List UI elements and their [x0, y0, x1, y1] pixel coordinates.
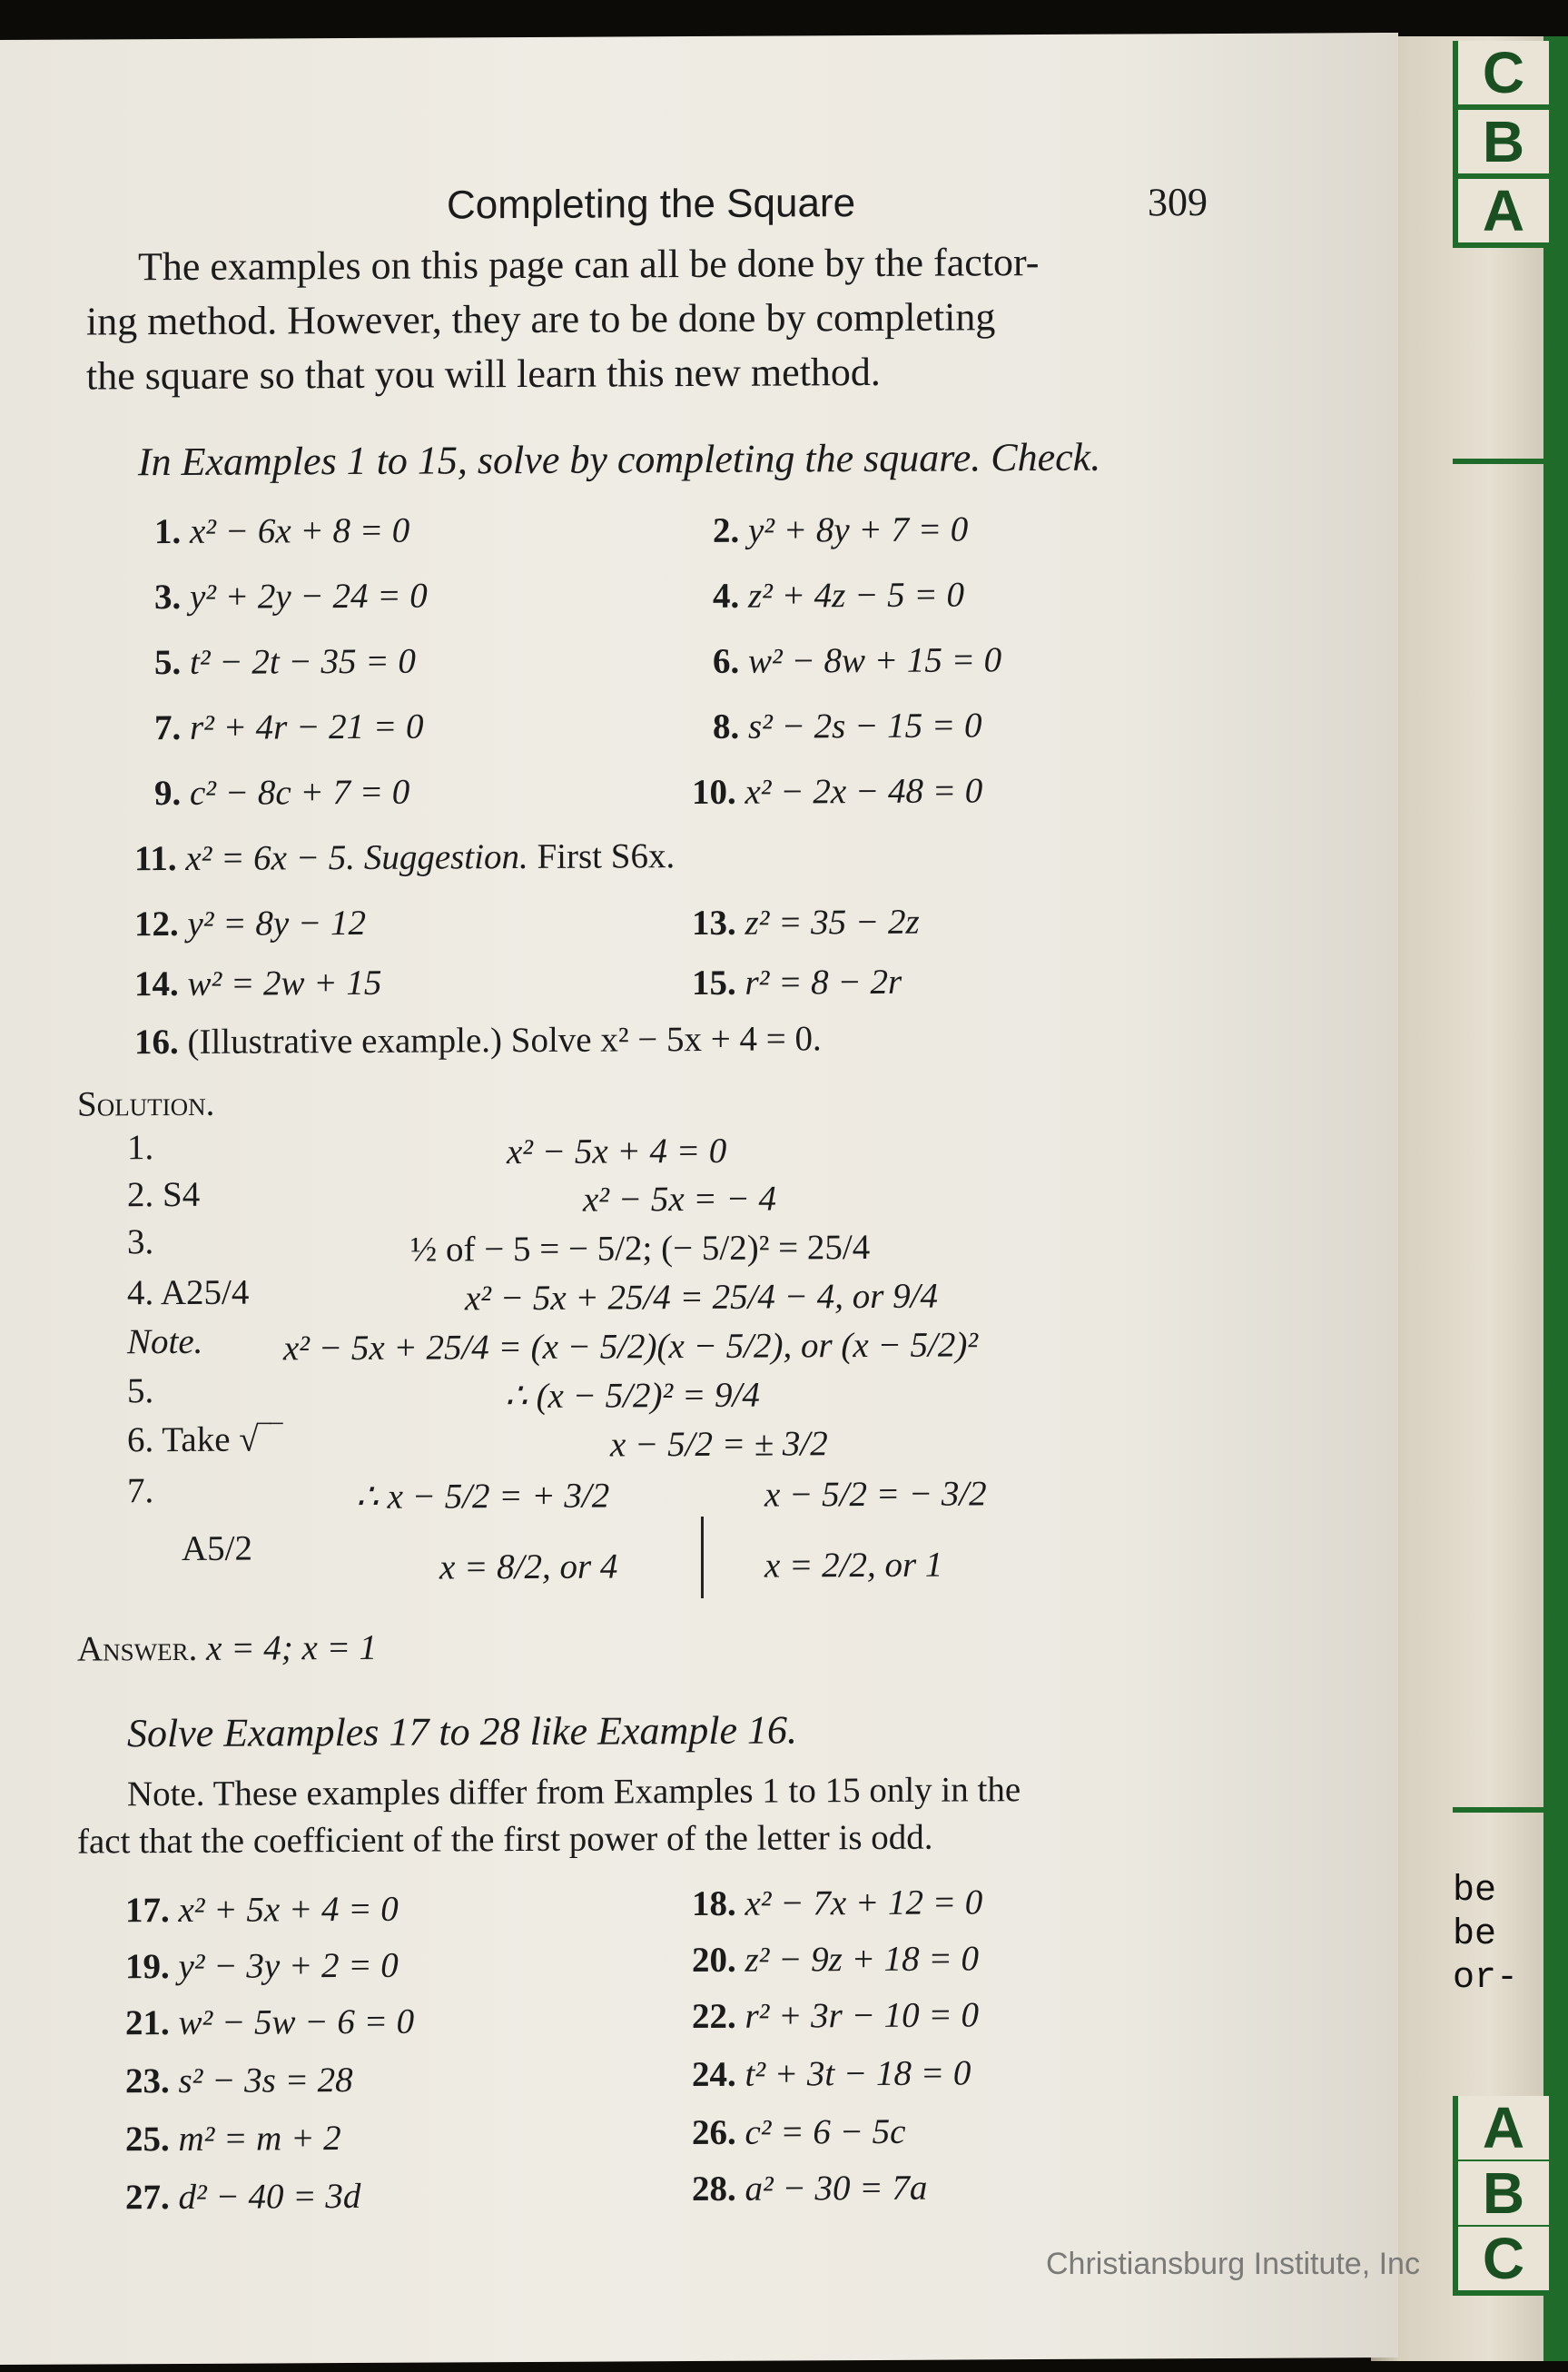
example-26: 26. c² = 6 − 5c — [692, 2111, 906, 2153]
tab-b-top[interactable]: B — [1453, 110, 1549, 179]
note-2-line-2: fact that the coefficient of the first power of the letter is odd. — [77, 1817, 933, 1862]
page-number: 309 — [1148, 180, 1208, 225]
example-22: 22. r² + 3r − 10 = 0 — [692, 1995, 979, 2037]
solution-heading: Solution. — [77, 1083, 215, 1124]
example-5: 5. t² − 2t − 35 = 0 — [154, 641, 416, 683]
example-2: 2. y² + 8y + 7 = 0 — [713, 509, 969, 550]
book-edge — [1371, 36, 1568, 2361]
example-23: 23. s² − 3s = 28 — [125, 2060, 353, 2101]
solution-note-label: Note. — [127, 1321, 203, 1362]
solution-step-8-label: A5/2 — [182, 1528, 252, 1568]
tab-c-bottom[interactable]: C — [1453, 2227, 1549, 2296]
solution-step-2-math: x² − 5x = − 4 — [583, 1179, 777, 1220]
book-page — [0, 33, 1398, 2365]
solution-step-3-label: 3. — [127, 1222, 154, 1262]
example-1: 1. x² − 6x + 8 = 0 — [154, 510, 410, 552]
tab-b-bottom[interactable]: B — [1453, 2161, 1549, 2230]
example-19: 19. y² − 3y + 2 = 0 — [125, 1945, 399, 1987]
solution-step-1-label: 1. — [127, 1128, 154, 1168]
solution-step-3-math: ½ of − 5 = − 5/2; (− 5/2)² = 25/4 — [410, 1228, 871, 1270]
solution-step-6-label: 6. Take √‾‾ — [127, 1419, 282, 1460]
solution-note-math: x² − 5x + 25/4 = (x − 5/2)(x − 5/2), or (x − 5/2)² — [283, 1325, 979, 1369]
note-2-line-1: Note. These examples differ from Examples 1 to 15 only in the — [127, 1770, 1021, 1814]
solution-step-7-right: x − 5/2 = − 3/2 — [764, 1474, 987, 1515]
instruction-2: Solve Examples 17 to 28 like Example 16. — [127, 1707, 798, 1756]
example-6: 6. w² − 8w + 15 = 0 — [713, 640, 1002, 681]
side-word-1: be — [1453, 1871, 1497, 1912]
example-20: 20. z² − 9z + 18 = 0 — [692, 1939, 979, 1981]
solution-step-6-math: x − 5/2 = ± 3/2 — [610, 1424, 828, 1465]
green-edge-top — [1543, 36, 1568, 2361]
example-15: 15. r² = 8 − 2r — [692, 962, 902, 1003]
tab-a-bottom[interactable]: A — [1453, 2096, 1549, 2165]
intro-line-2: ing method. However, they are to be done by completing — [86, 294, 996, 344]
solution-step-5-label: 5. — [127, 1371, 154, 1411]
example-14: 14. w² = 2w + 15 — [134, 963, 382, 1004]
example-16: 16. (Illustrative example.) Solve x² − 5x + 4 = 0. — [134, 1019, 822, 1062]
solution-step-7-left: ∴ x − 5/2 = + 3/2 — [356, 1476, 610, 1517]
tab-c-top[interactable]: C — [1453, 41, 1549, 110]
example-28: 28. a² − 30 = 7a — [692, 2168, 928, 2209]
example-25: 25. m² = m + 2 — [125, 2119, 341, 2160]
solution-step-7-label: 7. — [127, 1471, 154, 1511]
intro-line-3: the square so that you will learn this new method. — [86, 349, 881, 399]
example-13: 13. z² = 35 − 2z — [692, 902, 920, 944]
green-rule-2 — [1453, 1807, 1543, 1813]
example-7: 7. r² + 4r − 21 = 0 — [154, 707, 424, 748]
solution-step-8-right: x = 2/2, or 1 — [764, 1545, 943, 1586]
example-9: 9. c² − 8c + 7 = 0 — [154, 772, 410, 814]
side-word-2: be — [1453, 1914, 1497, 1955]
solution-step-4-label: 4. A25/4 — [127, 1272, 250, 1313]
solution-step-4-math: x² − 5x + 25/4 = 25/4 − 4, or 9/4 — [465, 1276, 939, 1319]
solution-step-2-label: 2. S4 — [127, 1174, 201, 1215]
example-17: 17. x² + 5x + 4 = 0 — [125, 1889, 399, 1931]
answer: Answer. x = 4; x = 1 — [77, 1627, 378, 1669]
solution-step-5-math: ∴ (x − 5/2)² = 9/4 — [505, 1375, 760, 1417]
example-12: 12. y² = 8y − 12 — [134, 903, 366, 944]
example-24: 24. t² + 3t − 18 = 0 — [692, 2053, 971, 2095]
watermark: Christiansburg Institute, Inc — [1046, 2247, 1420, 2281]
solution-divider — [701, 1517, 704, 1598]
example-27: 27. d² − 40 = 3d — [125, 2176, 361, 2218]
side-word-3: or- — [1453, 1958, 1519, 1999]
intro-line-1: The examples on this page can all be done by the factor- — [138, 240, 1040, 290]
instruction-1: In Examples 1 to 15, solve by completing the square. Check. — [138, 434, 1101, 485]
solution-step-8-left: x = 8/2, or 4 — [439, 1547, 618, 1587]
example-8: 8. s² − 2s − 15 = 0 — [713, 706, 982, 746]
page-title: Completing the Square — [447, 181, 856, 228]
example-4: 4. z² + 4z − 5 = 0 — [713, 575, 964, 616]
solution-step-1-math: x² − 5x + 4 = 0 — [507, 1131, 727, 1172]
example-21: 21. w² − 5w − 6 = 0 — [125, 2001, 415, 2043]
example-10: 10. x² − 2x − 48 = 0 — [692, 771, 983, 813]
example-3: 3. y² + 2y − 24 = 0 — [154, 576, 428, 618]
green-rule-1 — [1453, 459, 1543, 464]
example-11: 11. x² = 6x − 5. Suggestion. First S6x. — [134, 836, 676, 879]
example-18: 18. x² − 7x + 12 = 0 — [692, 1883, 983, 1924]
tab-a-top[interactable]: A — [1453, 179, 1549, 248]
